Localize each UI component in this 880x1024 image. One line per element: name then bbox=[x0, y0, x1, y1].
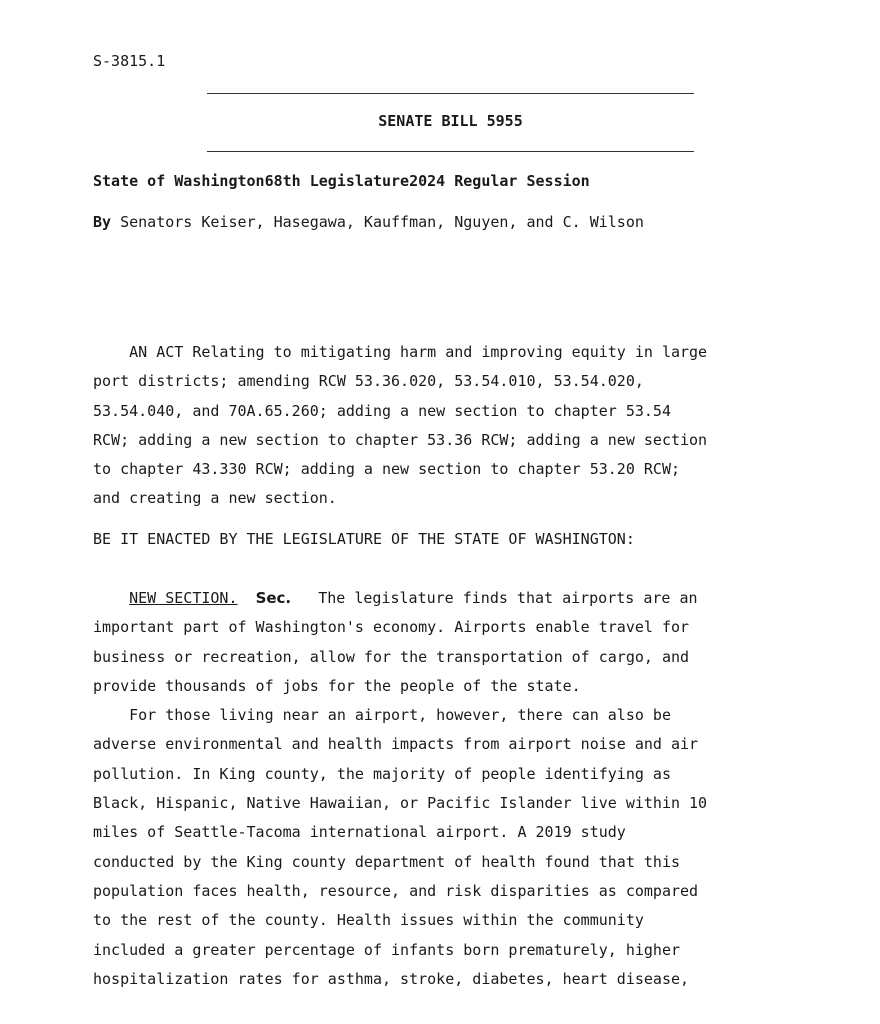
section-line: conducted by the King county department of health found that this bbox=[93, 852, 680, 871]
section-line: pollution. In King county, the majority of people identifying as bbox=[93, 764, 671, 783]
act-line: AN ACT Relating to mitigating harm and improving equity in large bbox=[93, 343, 708, 361]
act-line: 53.54.040, and 70A.65.260; adding a new section to chapter 53.54 bbox=[93, 401, 671, 420]
act-line: to chapter 43.330 RCW; adding a new section to chapter 53.20 RCW; bbox=[93, 460, 680, 479]
bill-title: SENATE BILL 5955 bbox=[378, 112, 523, 130]
section-line: important part of Washington's economy. Airports enable travel for bbox=[93, 618, 690, 637]
section-line: Black, Hispanic, Native Hawaiian, or Pacific Islander live within 10 bbox=[93, 794, 708, 813]
section-line: population faces health, resource, and risk disparities as compared bbox=[93, 881, 699, 900]
new-section-label: NEW SECTION. bbox=[129, 589, 238, 607]
section-indent bbox=[93, 589, 129, 607]
section-line: miles of Seattle-Tacoma international airport. A 2019 study bbox=[93, 823, 626, 842]
section-first-line-text: The legislature finds that airports are an bbox=[291, 589, 698, 607]
sponsors-line bbox=[93, 213, 644, 231]
title-rule-bottom bbox=[207, 151, 694, 152]
section-line: hospitalization rates for asthma, stroke, diabetes, heart disease, bbox=[93, 969, 690, 988]
title-rule-top bbox=[207, 93, 694, 94]
act-line: RCW; adding a new section to chapter 53.36 RCW; adding a new section bbox=[93, 430, 708, 449]
section-line: business or recreation, allow for the transportation of cargo, and bbox=[93, 647, 690, 666]
act-line: and creating a new section. bbox=[93, 489, 337, 508]
act-line: port districts; amending RCW 53.36.020, 53.54.010, 53.54.020, bbox=[93, 372, 644, 391]
section-line: provide thousands of jobs for the people of the state. bbox=[93, 676, 581, 695]
sec-label: Sec. bbox=[255, 589, 292, 607]
bill-draft-id: S-3815.1 bbox=[93, 52, 166, 70]
section-first-line bbox=[93, 584, 813, 613]
enacting-clause: BE IT ENACTED BY THE LEGISLATURE OF THE STATE OF WASHINGTON: bbox=[93, 530, 635, 548]
section-line: adverse environmental and health impacts from airport noise and air bbox=[93, 735, 699, 754]
section-line: to the rest of the county. Health issues within the community bbox=[93, 911, 644, 930]
sponsor-names: Senators Keiser, Hasegawa, Kauffman, Nguyen, and C. Wilson bbox=[120, 213, 644, 231]
section-line: For those living near an airport, however, there can also be bbox=[93, 706, 671, 725]
by-label: By bbox=[93, 213, 112, 231]
section-line: included a greater percentage of infants born prematurely, higher bbox=[93, 940, 680, 959]
act-title-block bbox=[93, 338, 813, 514]
legislative-session: State of Washington68th Legislature2024 Regular Session bbox=[93, 172, 590, 190]
new-section-block bbox=[93, 584, 813, 994]
